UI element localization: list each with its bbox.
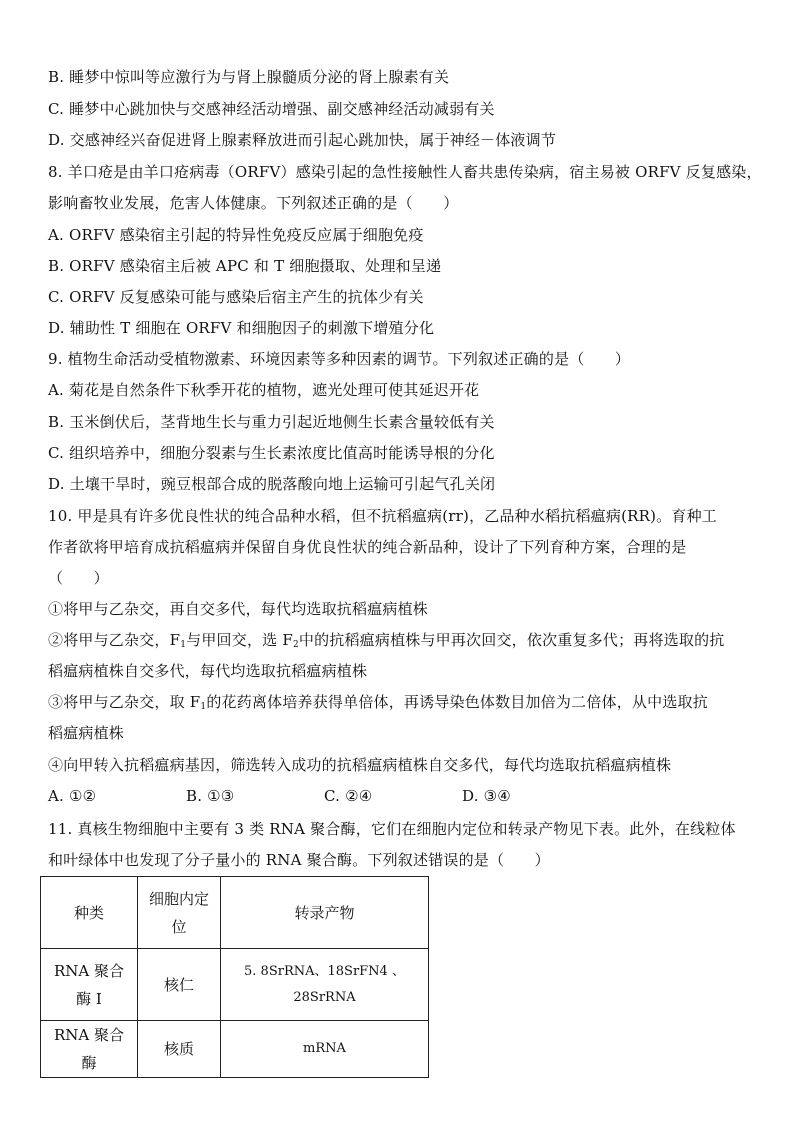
option-c-q7: C. 睡梦中心跳加快与交感神经活动增强、副交感神经活动减弱有关 <box>48 100 495 118</box>
table-cell-location: 核质 <box>138 1021 221 1078</box>
table-row <box>41 949 429 1021</box>
table-header-product: 转录产物 <box>221 877 429 949</box>
option-b-q7: B. 睡梦中惊叫等应激行为与肾上腺髓质分泌的肾上腺素有关 <box>48 68 450 86</box>
option-c-q10: C. ②④ <box>324 787 373 805</box>
table-row <box>41 1021 429 1078</box>
option-a-q10: A. ①② <box>48 787 97 805</box>
question-8-stem-line1: 8. 羊口疮是由羊口疮病毒（ORFV）感染引起的急性接触性人畜共患传染病，宿主易被 ORFV 反复感染， <box>48 163 762 181</box>
option-b-q10: B. ①③ <box>186 787 235 805</box>
table-cell-location: 核仁 <box>138 949 221 1021</box>
table-cell-product: 5. 8SrRNA、18SrFN4 、28SrRNA <box>221 949 429 1021</box>
table-cell-type: RNA 聚合酶 <box>41 1021 138 1078</box>
question-10-stem-line1: 10. 甲是具有许多优良性状的纯合品种水稻，但不抗稻瘟病(rr)，乙品种水稻抗稻瘟病(RR)。育种工 <box>48 507 717 525</box>
question-9-stem: 9. 植物生命活动受植物激素、环境因素等多种因素的调节。下列叙述正确的是（ ） <box>48 350 631 368</box>
option-a-q9: A. 菊花是自然条件下秋季开花的植物，遮光处理可使其延迟开花 <box>48 381 480 399</box>
table-cell-type: RNA 聚合酶 I <box>41 949 138 1021</box>
question-10-stem-line2: 作者欲将甲培育成抗稻瘟病并保留自身优良性状的纯合新品种，设计了下列育种方案，合理的是 <box>48 538 687 556</box>
option-c-q9: C. 组织培养中，细胞分裂素与生长素浓度比值高时能诱导根的分化 <box>48 444 495 462</box>
option-b-q8: B. ORFV 感染宿主后被 APC 和 T 细胞摄取、处理和呈递 <box>48 257 442 275</box>
question-11-stem-line1: 11. 真核生物细胞中主要有 3 类 RNA 聚合酶，它们在细胞内定位和转录产物见下表。此外，在线粒体 <box>48 820 736 838</box>
table-cell-product: mRNA <box>221 1021 429 1078</box>
table-header-type: 种类 <box>41 877 138 949</box>
plan-4: ④向甲转入抗稻瘟病基因，筛选转入成功的抗稻瘟病植株自交多代，每代均选取抗稻瘟病植株 <box>48 756 672 774</box>
plan-2-line2: 稻瘟病植株自交多代，每代均选取抗稻瘟病植株 <box>48 662 368 680</box>
option-d-q7: D. 交感神经兴奋促进肾上腺素释放进而引起心跳加快，属于神经－体液调节 <box>48 131 557 149</box>
plan-1: ①将甲与乙杂交，再自交多代，每代均选取抗稻瘟病植株 <box>48 600 429 618</box>
option-b-q9: B. 玉米倒伏后，茎背地生长与重力引起近地侧生长素含量较低有关 <box>48 413 495 431</box>
option-d-q8: D. 辅助性 T 细胞在 ORFV 和细胞因子的刺激下增殖分化 <box>48 319 435 337</box>
plan-3-line1: ③将甲与乙杂交，取 $F_1$的花药离体培养获得单倍体，再诱导染色体数目加倍为二倍体，从中选取抗 <box>48 693 708 712</box>
option-d-q10: D. ③④ <box>462 787 511 805</box>
option-c-q8: C. ORFV 反复感染可能与感染后宿主产生的抗体少有关 <box>48 288 424 306</box>
table-header-location: 细胞内定位 <box>138 877 221 949</box>
table-header-row <box>41 877 429 949</box>
question-10-stem-line3: （ ） <box>48 569 109 587</box>
option-a-q8: A. ORFV 感染宿主引起的特异性免疫反应属于细胞免疫 <box>48 226 424 244</box>
plan-2-line1: ②将甲与乙杂交，$F_1$与甲回交，选 $F_2$中的抗稻瘟病植株与甲再次回交，依次重复多代；再将选取的抗 <box>48 631 725 650</box>
rna-polymerase-table <box>40 876 429 1078</box>
question-10-options <box>48 785 511 807</box>
question-8-stem-line2: 影响畜牧业发展，危害人体健康。下列叙述正确的是（ ） <box>48 194 459 212</box>
question-11-stem-line2: 和叶绿体中也发现了分子量小的 RNA 聚合酶。下列叙述错误的是（ ） <box>48 851 550 869</box>
option-d-q9: D. 土壤干旱时，豌豆根部合成的脱落酸向地上运输可引起气孔关闭 <box>48 475 496 493</box>
plan-3-line2: 稻瘟病植株 <box>48 724 125 742</box>
